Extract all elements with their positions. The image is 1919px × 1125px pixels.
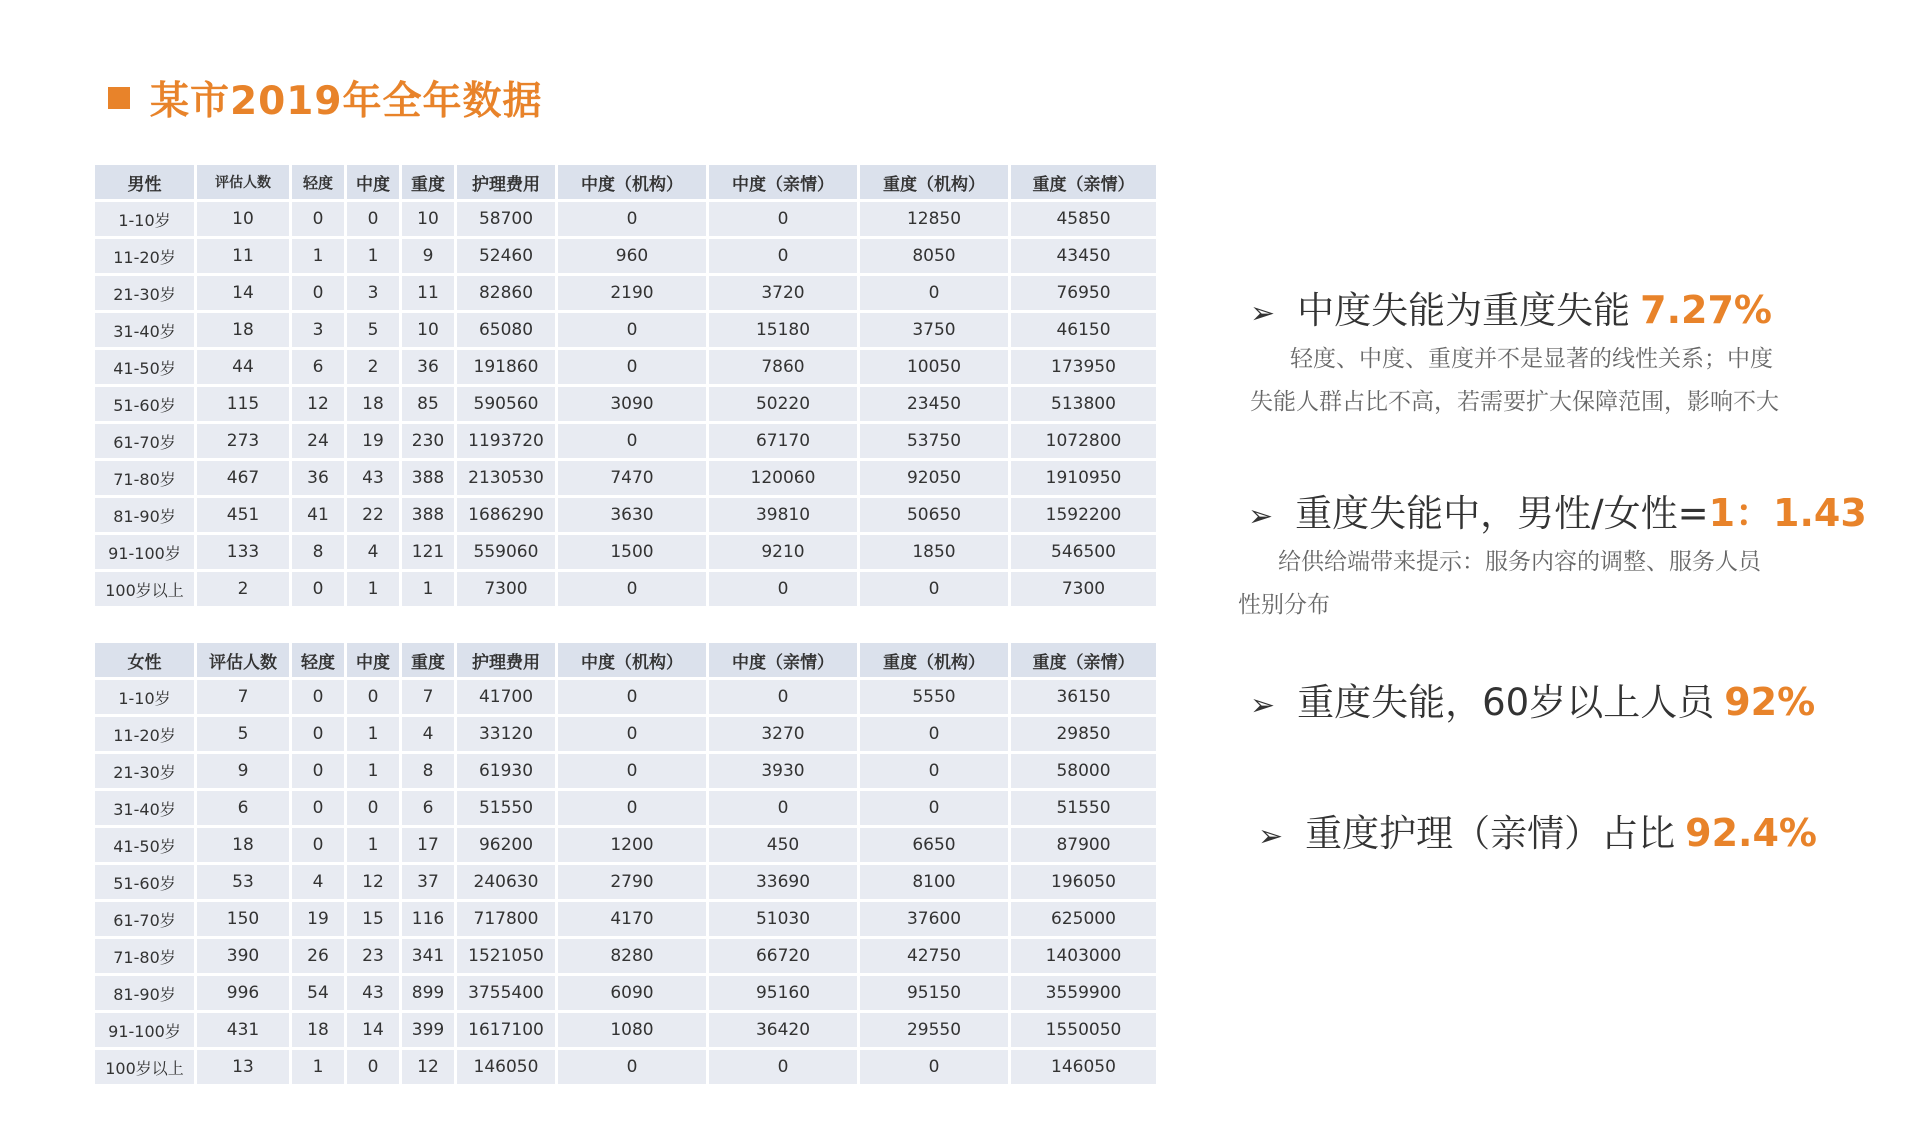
table-cell: 7300 [457,572,555,606]
table-cell: 33120 [457,717,555,751]
male-header-row [95,165,1156,199]
table-cell: 12 [292,387,344,421]
table-cell: 42750 [860,939,1008,973]
table-cell: 82860 [457,276,555,310]
female-header-cell: 轻度 [292,643,344,677]
table-cell: 388 [402,461,454,495]
male-header-cell: 中度 [347,165,399,199]
table-cell: 39810 [709,498,857,532]
age-group-cell: 31-40岁 [95,791,194,825]
table-cell: 36150 [1011,680,1156,714]
table-cell: 1521050 [457,939,555,973]
table-cell: 3 [347,276,399,310]
table-row [95,680,1156,714]
table-cell: 1550050 [1011,1013,1156,1047]
table-cell: 95150 [860,976,1008,1010]
table-cell: 121 [402,535,454,569]
table-cell: 18 [292,1013,344,1047]
table-cell: 3750 [860,313,1008,347]
table-cell: 50650 [860,498,1008,532]
table-cell: 2 [197,572,289,606]
age-group-cell: 41-50岁 [95,350,194,384]
table-cell: 173950 [1011,350,1156,384]
table-cell: 67170 [709,424,857,458]
table-cell: 5 [197,717,289,751]
table-row [95,202,1156,236]
table-row [95,902,1156,936]
table-cell: 390 [197,939,289,973]
age-group-cell: 81-90岁 [95,498,194,532]
table-cell: 1403000 [1011,939,1156,973]
table-cell: 0 [558,572,706,606]
table-cell: 0 [292,717,344,751]
table-cell: 18 [197,828,289,862]
table-cell: 1910950 [1011,461,1156,495]
table-cell: 0 [558,350,706,384]
table-cell: 13 [197,1050,289,1084]
table-cell: 7 [402,680,454,714]
table-cell: 0 [347,791,399,825]
female-header-cell: 重度（亲情） [1011,643,1156,677]
table-cell: 1200 [558,828,706,862]
table-cell: 14 [197,276,289,310]
table-cell: 76950 [1011,276,1156,310]
table-cell: 0 [292,276,344,310]
bullet-1-value: 7.27% [1640,288,1772,332]
age-group-cell: 21-30岁 [95,276,194,310]
table-cell: 1617100 [457,1013,555,1047]
table-cell: 45850 [1011,202,1156,236]
male-header-cell: 男性 [95,165,194,199]
table-cell: 2 [347,350,399,384]
table-cell: 133 [197,535,289,569]
table-cell: 1592200 [1011,498,1156,532]
table-cell: 15 [347,902,399,936]
arrow-icon: ➢ [1250,688,1276,723]
table-cell: 9 [197,754,289,788]
table-cell: 33690 [709,865,857,899]
table-cell: 4 [347,535,399,569]
table-cell: 1686290 [457,498,555,532]
table-cell: 5 [347,313,399,347]
table-cell: 12850 [860,202,1008,236]
male-header-cell: 轻度 [292,165,344,199]
table-row [95,424,1156,458]
table-cell: 2790 [558,865,706,899]
table-cell: 87900 [1011,828,1156,862]
table-cell: 8 [292,535,344,569]
table-cell: 26 [292,939,344,973]
table-cell: 0 [558,202,706,236]
table-row [95,1013,1156,1047]
table-cell: 22 [347,498,399,532]
table-cell: 10050 [860,350,1008,384]
table-cell: 3270 [709,717,857,751]
table-cell: 50220 [709,387,857,421]
bullet-2-text: 重度失能中，男性/女性= [1295,492,1709,535]
table-cell: 3720 [709,276,857,310]
table-cell: 1 [347,572,399,606]
table-cell: 341 [402,939,454,973]
table-cell: 41700 [457,680,555,714]
table-cell: 513800 [1011,387,1156,421]
table-cell: 1193720 [457,424,555,458]
table-cell: 150 [197,902,289,936]
female-data-table [92,640,1159,1087]
table-cell: 0 [558,717,706,751]
bullet-1 [1250,280,1772,334]
table-cell: 0 [558,424,706,458]
table-cell: 58700 [457,202,555,236]
table-cell: 0 [292,791,344,825]
table-cell: 0 [860,791,1008,825]
bullet-1-desc-line-1: 轻度、中度、重度并不是显著的线性关系；中度 [1290,346,1773,372]
female-header-cell: 中度（亲情） [709,643,857,677]
table-cell: 36420 [709,1013,857,1047]
table-cell: 146050 [1011,1050,1156,1084]
bullet-2-desc-line-2: 性别分布 [1238,592,1330,618]
table-cell: 1 [347,717,399,751]
table-cell: 51550 [1011,791,1156,825]
table-cell: 3090 [558,387,706,421]
age-group-cell: 31-40岁 [95,313,194,347]
table-cell: 0 [292,572,344,606]
table-cell: 85 [402,387,454,421]
table-row [95,276,1156,310]
male-header-cell: 中度（亲情） [709,165,857,199]
table-cell: 0 [292,754,344,788]
table-cell: 1 [292,1050,344,1084]
table-row [95,791,1156,825]
age-group-cell: 71-80岁 [95,461,194,495]
age-group-cell: 91-100岁 [95,535,194,569]
table-cell: 53750 [860,424,1008,458]
bullet-3 [1250,672,1815,726]
table-cell: 24 [292,424,344,458]
table-cell: 7 [197,680,289,714]
table-cell: 6 [197,791,289,825]
table-cell: 14 [347,1013,399,1047]
table-row [95,717,1156,751]
table-cell: 467 [197,461,289,495]
table-row [95,754,1156,788]
table-cell: 431 [197,1013,289,1047]
table-row [95,828,1156,862]
table-cell: 6 [292,350,344,384]
table-cell: 51550 [457,791,555,825]
female-header-cell: 中度 [347,643,399,677]
table-cell: 23450 [860,387,1008,421]
table-cell: 0 [558,680,706,714]
table-cell: 9210 [709,535,857,569]
table-cell: 1 [347,828,399,862]
table-cell: 12 [347,865,399,899]
table-cell: 29850 [1011,717,1156,751]
age-group-cell: 21-30岁 [95,754,194,788]
age-group-cell: 51-60岁 [95,387,194,421]
table-cell: 11 [402,276,454,310]
table-row [95,350,1156,384]
table-cell: 4 [402,717,454,751]
table-cell: 0 [860,276,1008,310]
table-row [95,239,1156,273]
page-title-text: 某市2019年全年数据 [150,79,543,124]
table-cell: 41 [292,498,344,532]
table-cell: 3630 [558,498,706,532]
age-group-cell: 11-20岁 [95,717,194,751]
table-row [95,313,1156,347]
bullet-1-text: 中度失能为重度失能 [1297,289,1631,332]
table-cell: 0 [558,754,706,788]
table-cell: 0 [709,202,857,236]
table-cell: 61930 [457,754,555,788]
table-cell: 0 [860,717,1008,751]
table-cell: 46150 [1011,313,1156,347]
table-cell: 18 [197,313,289,347]
table-cell: 8100 [860,865,1008,899]
table-cell: 37600 [860,902,1008,936]
table-row [95,498,1156,532]
table-cell: 7470 [558,461,706,495]
table-cell: 717800 [457,902,555,936]
age-group-cell: 61-70岁 [95,424,194,458]
table-cell: 6090 [558,976,706,1010]
table-cell: 0 [558,1050,706,1084]
table-cell: 0 [860,1050,1008,1084]
age-group-cell: 91-100岁 [95,1013,194,1047]
male-header-cell: 中度（机构） [558,165,706,199]
table-row [95,865,1156,899]
table-cell: 43 [347,461,399,495]
table-cell: 36 [402,350,454,384]
table-cell: 1500 [558,535,706,569]
table-cell: 44 [197,350,289,384]
table-cell: 146050 [457,1050,555,1084]
table-cell: 273 [197,424,289,458]
table-cell: 191860 [457,350,555,384]
table-cell: 4 [292,865,344,899]
table-cell: 3930 [709,754,857,788]
male-data-table [92,162,1159,609]
table-cell: 546500 [1011,535,1156,569]
female-header-row [95,643,1156,677]
table-cell: 0 [347,202,399,236]
table-cell: 0 [558,791,706,825]
table-cell: 115 [197,387,289,421]
table-cell: 17 [402,828,454,862]
table-cell: 10 [402,202,454,236]
bullet-1-desc-line-2: 失能人群占比不高，若需要扩大保障范围，影响不大 [1250,389,1779,415]
age-group-cell: 1-10岁 [95,202,194,236]
male-header-cell: 重度（亲情） [1011,165,1156,199]
table-cell: 230 [402,424,454,458]
table-cell: 0 [292,680,344,714]
table-cell: 7300 [1011,572,1156,606]
table-cell: 1 [402,572,454,606]
table-cell: 8280 [558,939,706,973]
table-cell: 66720 [709,939,857,973]
table-cell: 43 [347,976,399,1010]
age-group-cell: 41-50岁 [95,828,194,862]
table-cell: 10 [197,202,289,236]
table-cell: 0 [709,1050,857,1084]
table-cell: 0 [347,680,399,714]
table-cell: 559060 [457,535,555,569]
table-cell: 23 [347,939,399,973]
table-cell: 0 [292,202,344,236]
table-row [95,572,1156,606]
male-header-cell: 评估人数 [197,165,289,199]
age-group-cell: 100岁以上 [95,572,194,606]
table-cell: 0 [347,1050,399,1084]
table-cell: 960 [558,239,706,273]
table-cell: 4170 [558,902,706,936]
male-header-cell: 护理费用 [457,165,555,199]
bullet-4-text: 重度护理（亲情）占比 [1305,812,1676,855]
table-cell: 54 [292,976,344,1010]
table-cell: 1 [347,754,399,788]
age-group-cell: 61-70岁 [95,902,194,936]
table-cell: 6 [402,791,454,825]
table-cell: 1850 [860,535,1008,569]
table-cell: 96200 [457,828,555,862]
table-cell: 3755400 [457,976,555,1010]
male-header-cell: 重度（机构） [860,165,1008,199]
table-cell: 399 [402,1013,454,1047]
table-cell: 3559900 [1011,976,1156,1010]
title-square-icon [108,87,130,109]
table-cell: 2130530 [457,461,555,495]
table-cell: 36 [292,461,344,495]
age-group-cell: 81-90岁 [95,976,194,1010]
age-group-cell: 11-20岁 [95,239,194,273]
table-cell: 19 [292,902,344,936]
bullet-2 [1248,482,1867,537]
table-row [95,1050,1156,1084]
table-cell: 240630 [457,865,555,899]
age-group-cell: 1-10岁 [95,680,194,714]
table-row [95,976,1156,1010]
table-cell: 3 [292,313,344,347]
table-cell: 0 [709,791,857,825]
table-cell: 116 [402,902,454,936]
table-row [95,461,1156,495]
bullet-3-text: 重度失能，60岁以上人员 [1297,681,1715,724]
table-cell: 2190 [558,276,706,310]
table-cell: 0 [709,239,857,273]
age-group-cell: 71-80岁 [95,939,194,973]
table-cell: 9 [402,239,454,273]
age-group-cell: 51-60岁 [95,865,194,899]
table-cell: 0 [860,754,1008,788]
table-cell: 8050 [860,239,1008,273]
table-row [95,387,1156,421]
table-cell: 196050 [1011,865,1156,899]
table-cell: 451 [197,498,289,532]
table-row [95,535,1156,569]
bullet-2-value: 1：1.43 [1708,491,1867,535]
table-cell: 10 [402,313,454,347]
table-cell: 15180 [709,313,857,347]
table-cell: 0 [709,680,857,714]
table-cell: 1072800 [1011,424,1156,458]
table-cell: 0 [292,828,344,862]
table-cell: 18 [347,387,399,421]
table-cell: 996 [197,976,289,1010]
table-cell: 625000 [1011,902,1156,936]
table-cell: 1 [292,239,344,273]
table-cell: 899 [402,976,454,1010]
female-header-cell: 评估人数 [197,643,289,677]
table-cell: 0 [558,313,706,347]
table-cell: 388 [402,498,454,532]
bullet-3-value: 92% [1724,680,1816,724]
table-cell: 51030 [709,902,857,936]
female-header-cell: 护理费用 [457,643,555,677]
table-cell: 95160 [709,976,857,1010]
female-header-cell: 重度（机构） [860,643,1008,677]
bullet-4-value: 92.4% [1685,811,1817,855]
male-header-cell: 重度 [402,165,454,199]
table-cell: 0 [709,572,857,606]
table-cell: 19 [347,424,399,458]
table-cell: 37 [402,865,454,899]
table-cell: 590560 [457,387,555,421]
table-cell: 43450 [1011,239,1156,273]
female-header-cell: 重度 [402,643,454,677]
table-cell: 52460 [457,239,555,273]
table-cell: 1 [347,239,399,273]
female-header-cell: 中度（机构） [558,643,706,677]
table-cell: 6650 [860,828,1008,862]
table-cell: 65080 [457,313,555,347]
table-cell: 29550 [860,1013,1008,1047]
arrow-icon: ➢ [1248,499,1274,534]
female-header-cell: 女性 [95,643,194,677]
table-cell: 92050 [860,461,1008,495]
table-cell: 12 [402,1050,454,1084]
table-cell: 120060 [709,461,857,495]
bullet-4 [1258,803,1817,857]
table-cell: 11 [197,239,289,273]
table-cell: 8 [402,754,454,788]
arrow-icon: ➢ [1250,296,1276,331]
table-cell: 53 [197,865,289,899]
table-cell: 7860 [709,350,857,384]
table-cell: 5550 [860,680,1008,714]
bullet-2-desc-line-1: 给供给端带来提示：服务内容的调整、服务人员 [1278,549,1761,575]
age-group-cell: 100岁以上 [95,1050,194,1084]
table-cell: 0 [860,572,1008,606]
table-cell: 1080 [558,1013,706,1047]
table-row [95,939,1156,973]
table-cell: 58000 [1011,754,1156,788]
arrow-icon: ➢ [1258,819,1284,854]
table-cell: 450 [709,828,857,862]
page-title [108,70,543,126]
